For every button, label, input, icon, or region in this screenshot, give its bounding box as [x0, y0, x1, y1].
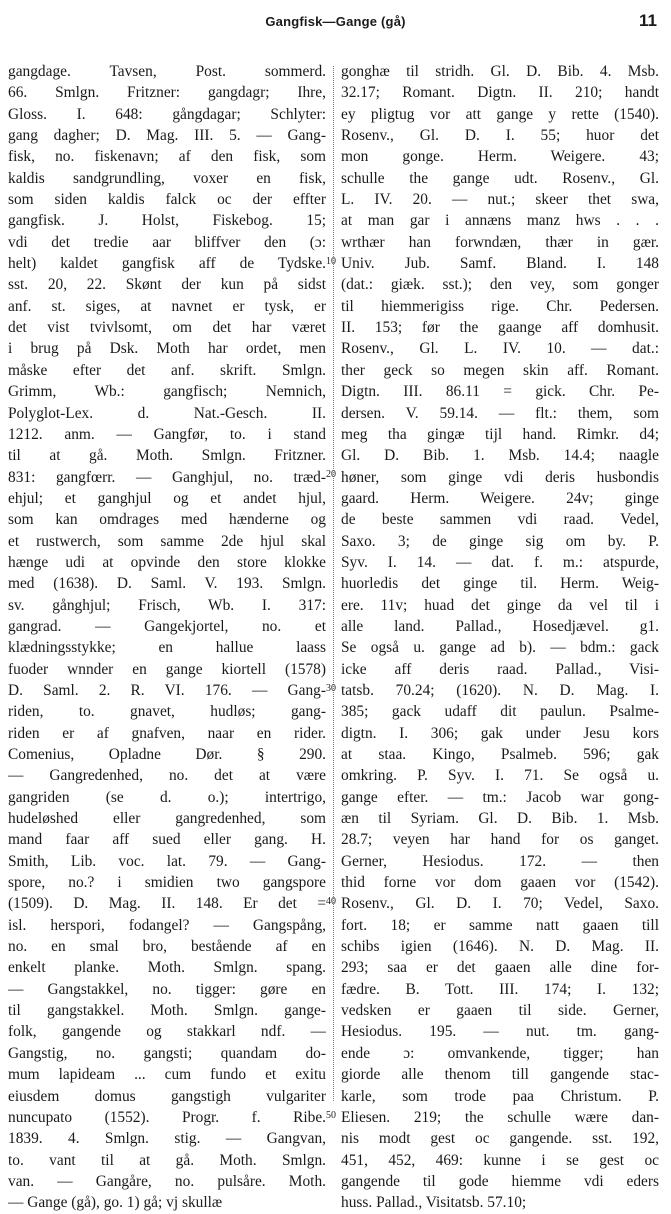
text-line: 28.7; veyen har hand for os ganget. — [341, 831, 659, 849]
text-line: Polyglot-Lex. d. Nat.-Gesch. II. — [8, 404, 326, 422]
left-column — [8, 61, 326, 1214]
text-line: Grimm, Wb.: gangfisch; Nemnich, — [8, 383, 326, 401]
text-line: Hesiodus. 195. — nut. tm. gang- — [341, 1023, 659, 1041]
text-line: gaard. Herm. Weigere. 24v; ginge — [341, 489, 659, 507]
line-number-50: 50 — [326, 1110, 336, 1121]
text-line: ther geck so megen skin aff. Romant. — [341, 361, 659, 379]
text-line: i brug på Dsk. Moth har ordet, men — [8, 340, 326, 358]
text-line: (1509). D. Mag. II. 148. Er det = — [8, 895, 326, 913]
text-line: spore, no.? i smidien two gangspore — [8, 874, 326, 892]
text-line: 293; saa er det gaaen alle dine for- — [341, 959, 659, 977]
right-column — [341, 61, 659, 1214]
text-line: alle land. Pallad., Hosedjævel. g1. — [341, 617, 659, 635]
text-line: med (1638). D. Saml. V. 193. Smlgn. — [8, 575, 326, 593]
text-line: folk, gangende og stakkarl ndf. — — [8, 1023, 326, 1041]
text-line: ey pligtug vor att gange y rette (1540). — [341, 105, 659, 123]
text-line: thid forne vor dom gaaen vor (1542). — [341, 874, 659, 892]
text-line: digtn. I. 306; gak under Jesu kors — [341, 724, 659, 742]
text-line: fisk, no. fiskenavn; af den fisk, som — [8, 148, 326, 166]
text-line: van. — Gangåre, no. pulsåre. Moth. — [8, 1172, 326, 1190]
text-line: 32.17; Romant. Digtn. II. 210; handt — [341, 84, 659, 102]
text-line: vdi det tredie aar bliffver den (ɔ: — [8, 233, 326, 251]
text-line: 1839. 4. Smlgn. stig. — Gangvan, — [8, 1130, 326, 1148]
text-line: mand faar aff sued eller gang. H. — [8, 831, 326, 849]
text-line: gange efter. — tm.: Jacob war gong- — [341, 788, 659, 806]
text-line: Gl. D. Bib. 1. Msb. 14.4; naagle — [341, 447, 659, 465]
text-line: fædre. B. Tott. III. 174; I. 132; — [341, 980, 659, 998]
text-line: huorledis det ginge til. Herm. Weig- — [341, 575, 659, 593]
text-line: (dat.: giæk. sst.); den vey, som gonger — [341, 276, 659, 294]
text-line: Eliesen. 219; the schulle wære dan- — [341, 1108, 659, 1126]
text-line: til gangstakkel. Moth. Smlgn. gange- — [8, 1002, 326, 1020]
text-line: ehjul; et ganghjul og et andet hjul, — [8, 489, 326, 507]
text-line: til hiemmerigiss rige. Chr. Pedersen. — [341, 297, 659, 315]
text-line: vedsken er gaaen til side. Gerner, — [341, 1002, 659, 1020]
text-line: hænge udi at opvinde den store klokke — [8, 553, 326, 571]
text-line: riden, to. gnavet, hudløs; gang- — [8, 703, 326, 721]
text-line: no. en smal bro, bestående af en — [8, 938, 326, 956]
text-line: gonghæ til stridh. Gl. D. Bib. 4. Msb. — [341, 63, 659, 80]
text-line: omkring. P. Syv. I. 71. Se også u. — [341, 767, 659, 785]
text-line: ere. 11v; huad det ginge da vel til i — [341, 596, 659, 614]
text-line: Digtn. III. 86.11 = gick. Chr. Pe- — [341, 383, 659, 401]
page-header — [8, 8, 663, 38]
text-line: gang dagher; D. Mag. III. 5. — Gang- — [8, 127, 326, 145]
text-line: 385; gack udaff dit paulun. Psalme- — [341, 703, 659, 721]
text-line: helt) kaldet gangfisk aff de Tydske. — [8, 255, 326, 273]
text-line: fuoder wnnder en gange kiortell (1578) — [8, 660, 326, 678]
text-line: karle, som trode paa Christum. P. — [341, 1087, 659, 1105]
text-line: L. IV. 20. — nut.; skeer thet swa, — [341, 191, 659, 209]
text-line: sst. 20, 22. Skønt der kun på sidst — [8, 276, 326, 294]
text-line: isl. herspori, fodangel? — Gangspång, — [8, 916, 326, 934]
text-line: to. vant til at gå. Moth. Smlgn. — [8, 1151, 326, 1169]
text-line: hudeløshed eller gangredenhed, som — [8, 810, 326, 828]
text-line: nuncupato (1552). Progr. f. Ribe. — [8, 1108, 326, 1126]
line-number-40: 40 — [326, 896, 336, 907]
line-number-30: 30 — [326, 683, 336, 694]
text-line: gangfisk. J. Holst, Fiskebog. 15; — [8, 212, 326, 230]
text-line: 451, 452, 469: kunne i se gest oc — [341, 1151, 659, 1169]
text-line: nis modt gest oc gangende. sst. 192, — [341, 1130, 659, 1148]
text-line: Saxo. 3; de ginge sig om by. P. — [341, 532, 659, 550]
text-line: riden er af gnafven, naar en rider. — [8, 724, 326, 742]
text-line: gangriden (se d. o.); intertrigo, — [8, 788, 326, 806]
text-line: anf. st. siges, at navnet er tysk, er — [8, 297, 326, 315]
text-line: 1212. anm. — Gangfør, to. i stand — [8, 425, 326, 443]
text-line: gangdage. Tavsen, Post. sommerd. — [8, 63, 326, 80]
text-line: det vist tvivlsomt, om det har været — [8, 319, 326, 337]
text-line: — Gangstakkel, no. tigger: gøre en — [8, 980, 326, 998]
text-line: Univ. Jub. Samf. Bland. I. 148 — [341, 255, 659, 273]
text-line: at staa. Kingo, Psalmeb. 596; gak — [341, 746, 659, 763]
text-line: huss. Pallad., Visitatsb. 57.10; — [341, 1194, 527, 1212]
text-line: at man gar i annæns manz hws . . . — [341, 212, 659, 230]
text-line: Gangstig, no. gangsti; quandam do- — [8, 1044, 326, 1062]
text-line: Gloss. I. 648: gångdagar; Schlyter: — [8, 105, 326, 123]
text-line: klædningsstykke; en hallue laass — [8, 639, 326, 657]
text-line: måske efter det anf. skrift. Smlgn. — [8, 361, 326, 379]
text-line: enkelt planke. Moth. Smlgn. spang. — [8, 959, 326, 977]
text-line: æn til Syriam. Gl. D. Bib. 1. Msb. — [341, 810, 659, 828]
text-line: sv. gånghjul; Frisch, Wb. I. 317: — [8, 596, 326, 614]
text-line: høner, som ginge vdi deris husbondis — [341, 468, 659, 486]
text-line: gangende til gode hiemme vdi eders — [341, 1172, 659, 1190]
text-line: 831: gangfœrr. — Ganghjul, no. træd- — [8, 468, 326, 486]
text-line: eiusdem domus gangstigh vulgariter — [8, 1087, 326, 1105]
line-number-10: 10 — [326, 256, 336, 267]
text-line: kaldis sandgrundling, voxer en fisk, — [8, 169, 326, 187]
text-line: Comenius, Opladne Dør. § 290. — [8, 746, 326, 763]
text-line: schibs igien (1646). N. D. Mag. II. — [341, 938, 659, 956]
text-line: mum lapideam ... cum fundo et exitu — [8, 1066, 326, 1084]
line-number-20: 20 — [326, 469, 336, 480]
text-line: II. 153; før the gaange aff domhusit. — [341, 319, 659, 337]
text-line: D. Saml. 2. R. VI. 176. — Gang- — [8, 681, 326, 699]
text-line: — Gange (gå), go. 1) gå; vj skullæ — [8, 1194, 223, 1212]
text-line: gangrad. — Gangekjortel, no. et — [8, 617, 326, 635]
text-line: ende ɔ: omvankende, tigger; han — [341, 1044, 659, 1062]
text-line: icke aff deris raad. Pallad., Visi- — [341, 660, 659, 678]
text-line: Gerner, Hesiodus. 172. — then — [341, 852, 659, 870]
text-line: Syv. I. 14. — dat. f. m.: atspurde, — [341, 553, 659, 571]
text-line: giorde alle thenom till gangende stac- — [341, 1066, 659, 1084]
text-line: — Gangredenhed, no. det at være — [8, 767, 326, 785]
column-divider — [333, 66, 334, 1101]
text-line: Rosenv., Gl. D. I. 70; Vedel, Saxo. — [341, 895, 659, 913]
page-number: 11 — [639, 11, 657, 30]
text-line: de beste sammen vdi raad. Vedel, — [341, 511, 659, 529]
text-line: wrthær han forwndæn, thær in gær. — [341, 233, 659, 251]
text-line: meg tha gingæ tijl hand. Rimkr. d4; — [341, 425, 659, 443]
text-line: schulle the gange udt. Rosenv., Gl. — [341, 169, 659, 187]
text-line: som siden kaldis falck oc der effter — [8, 191, 326, 209]
text-line: til at gå. Moth. Smlgn. Fritzner. — [8, 447, 326, 465]
text-line: dersen. V. 59.14. — flt.: them, som — [341, 404, 659, 422]
running-title: Gangfisk—Gange (gå) — [265, 14, 406, 29]
text-line: som kan omdrages med hænderne og — [8, 511, 326, 529]
text-line: Rosenv., Gl. L. IV. 10. — dat.: — [341, 340, 659, 358]
text-line: Rosenv., Gl. D. I. 55; huor det — [341, 127, 659, 145]
text-line: Smith, Lib. voc. lat. 79. — Gang- — [8, 852, 326, 870]
text-line: et rustwerch, som samme 2de hjul skal — [8, 532, 326, 550]
text-line: mon gonge. Herm. Weigere. 43; — [341, 148, 659, 166]
text-line: Se også u. gange ad b). — bdm.: gack — [341, 639, 659, 657]
text-line: tatsb. 70.24; (1620). N. D. Mag. I. — [341, 681, 659, 699]
text-line: fort. 18; er samme natt gaaen till — [341, 916, 659, 934]
text-line: 66. Smlgn. Fritzner: gangdagr; Ihre, — [8, 84, 326, 102]
